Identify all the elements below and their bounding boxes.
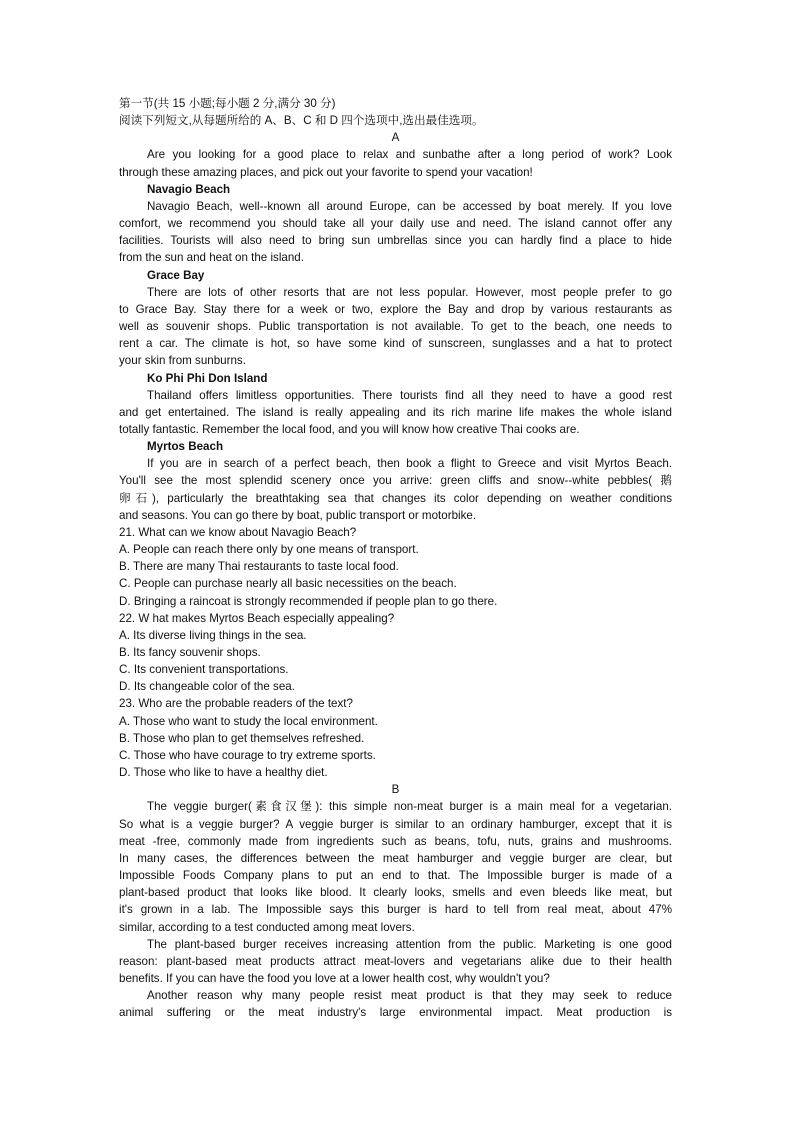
passage-b-line: Another reason why many people resist meat product is that they may seek to reduce — [147, 989, 672, 1003]
question-23-option-b: B. Those who plan to get themselves refreshed. — [119, 731, 365, 745]
place-text-line: your skin from sunburns. — [119, 354, 246, 368]
place-text-line: If you are in search of a perfect beach, then book a flight to Greece and visit Myrtos Beach. — [147, 457, 672, 471]
passage-b-line: benefits. If you can have the food you love at a lower health cost, why wouldn't you? — [119, 971, 550, 985]
question-22-option-c: C. Its convenient transportations. — [119, 663, 289, 677]
question-21-option-d: D. Bringing a raincoat is strongly recommended if people plan to go there. — [119, 594, 498, 608]
question-22-stem: 22. W hat makes Myrtos Beach especially appealing? — [119, 611, 395, 625]
passage-b-line: The veggie burger(素食汉堡): this simple non-meat burger is a main meal for a vegetarian. — [147, 800, 672, 814]
place-text-line: rent a car. The climate is hot, so have some kind of sunscreen, sunglasses and a hat to protect — [119, 337, 672, 351]
question-22-option-d: D. Its changeable color of the sea. — [119, 680, 295, 694]
section-instruction: 阅读下列短文,从每题所给的 A、B、C 和 D 四个选项中,选出最佳选项。 — [119, 114, 484, 128]
passage-b-line: Impossible Foods Company plans to put an end to that. The Impossible burger is made of a — [119, 869, 672, 883]
passage-b-line: similar, according to a test conducted among meat lovers. — [119, 920, 415, 934]
passage-b-line: So what is a veggie burger? A veggie burger is similar to an ordinary hamburger, except that it is — [119, 817, 672, 831]
place-text-line: 卵石), particularly the breathtaking sea that changes its color depending on weather conditions — [119, 491, 672, 505]
passage-b-line: plant-based product that looks like blood. It clearly looks, smells and even bleeds like meat, but — [119, 886, 672, 900]
place-text-line: totally fantastic. Remember the local food, and you will know how creative Thai cooks are. — [119, 422, 580, 436]
place-text-line: Navagio Beach, well--known all around Europe, can be accessed by boat merely. If you love — [147, 199, 672, 213]
passage-b-line: In many cases, the differences between the meat hamburger and veggie burger are clear, but — [119, 851, 672, 865]
section-heading: 第一节(共 15 小题;每小题 2 分,满分 30 分) — [119, 97, 336, 110]
place-heading-navagio: Navagio Beach — [147, 182, 231, 196]
question-23-option-c: C. Those who have courage to try extreme sports. — [119, 748, 376, 762]
exam-page — [119, 95, 672, 1021]
place-heading-grace-bay: Grace Bay — [147, 268, 205, 282]
passage-b-line: it's grown in a lab. The Impossible says this burger is hard to tell from real meat, about 47% — [119, 903, 672, 917]
question-21-option-c: C. People can purchase nearly all basic necessities on the beach. — [119, 577, 457, 591]
passage-b-line: The plant-based burger receives increasing attention from the public. Marketing is one good — [147, 937, 672, 951]
question-23-option-a: A. Those who want to study the local environment. — [119, 714, 378, 728]
place-heading-myrtos: Myrtos Beach — [147, 440, 224, 454]
passage-a-intro-line: Are you looking for a good place to relax and sunbathe after a long period of work? Look — [147, 148, 672, 162]
passage-b-label: B — [391, 783, 400, 797]
question-23-option-d: D. Those who like to have a healthy diet. — [119, 766, 328, 780]
place-text-line: from the sun and heat on the island. — [119, 251, 304, 265]
passage-b-line: meat -free, commonly made from ingredients such as beans, tofu, nuts, grains and mushrooms. — [119, 834, 672, 848]
question-21-option-b: B. There are many Thai restaurants to taste local food. — [119, 560, 399, 574]
passage-b-line: animal suffering or the meat industry's large environmental impact. Meat production is — [119, 1006, 672, 1020]
place-text-line: facilities. Tourists will also need to bring sun umbrellas since you can hardly find a place to hide — [119, 234, 672, 248]
question-21-stem: 21. What can we know about Navagio Beach? — [119, 525, 357, 539]
question-22-option-b: B. Its fancy souvenir shops. — [119, 646, 261, 659]
passage-a-intro-line: through these amazing places, and pick out your favorite to spend your vacation! — [119, 165, 533, 179]
place-text-line: well as souvenir shops. Public transportation is not available. To get to the beach, one needs to — [119, 320, 672, 334]
place-text-line: and get entertained. The island is really appealing and its rich marine life makes the whole island — [119, 405, 672, 419]
question-21-option-a: A. People can reach there only by one means of transport. — [119, 543, 419, 557]
question-22-option-a: A. Its diverse living things in the sea. — [119, 628, 307, 642]
question-23-stem: 23. Who are the probable readers of the text? — [119, 697, 353, 711]
place-text-line: There are lots of other resorts that are not less popular. However, most people prefer to go — [147, 285, 672, 299]
place-text-line: and seasons. You can go there by boat, public transport or motorbike. — [119, 508, 477, 522]
place-text-line: comfort, we recommend you should take all your daily use and need. The island cannot offer any — [119, 217, 672, 231]
passage-a-label: A — [391, 131, 400, 145]
place-text-line: to Grace Bay. Stay there for a week or two, explore the Bay and drop by various restaurants as — [119, 302, 672, 316]
passage-b-line: reason: plant-based meat products attract meat-lovers and vegetarians alike due to their health — [119, 954, 672, 968]
place-heading-ko-phi-phi: Ko Phi Phi Don Island — [147, 371, 268, 385]
place-text-line: Thailand offers limitless opportunities. There tourists find all they need to have a good rest — [147, 388, 672, 402]
place-text-line: You'll see the most splendid scenery once you arrive: green cliffs and snow--white pebbles( 鹅 — [119, 474, 672, 488]
